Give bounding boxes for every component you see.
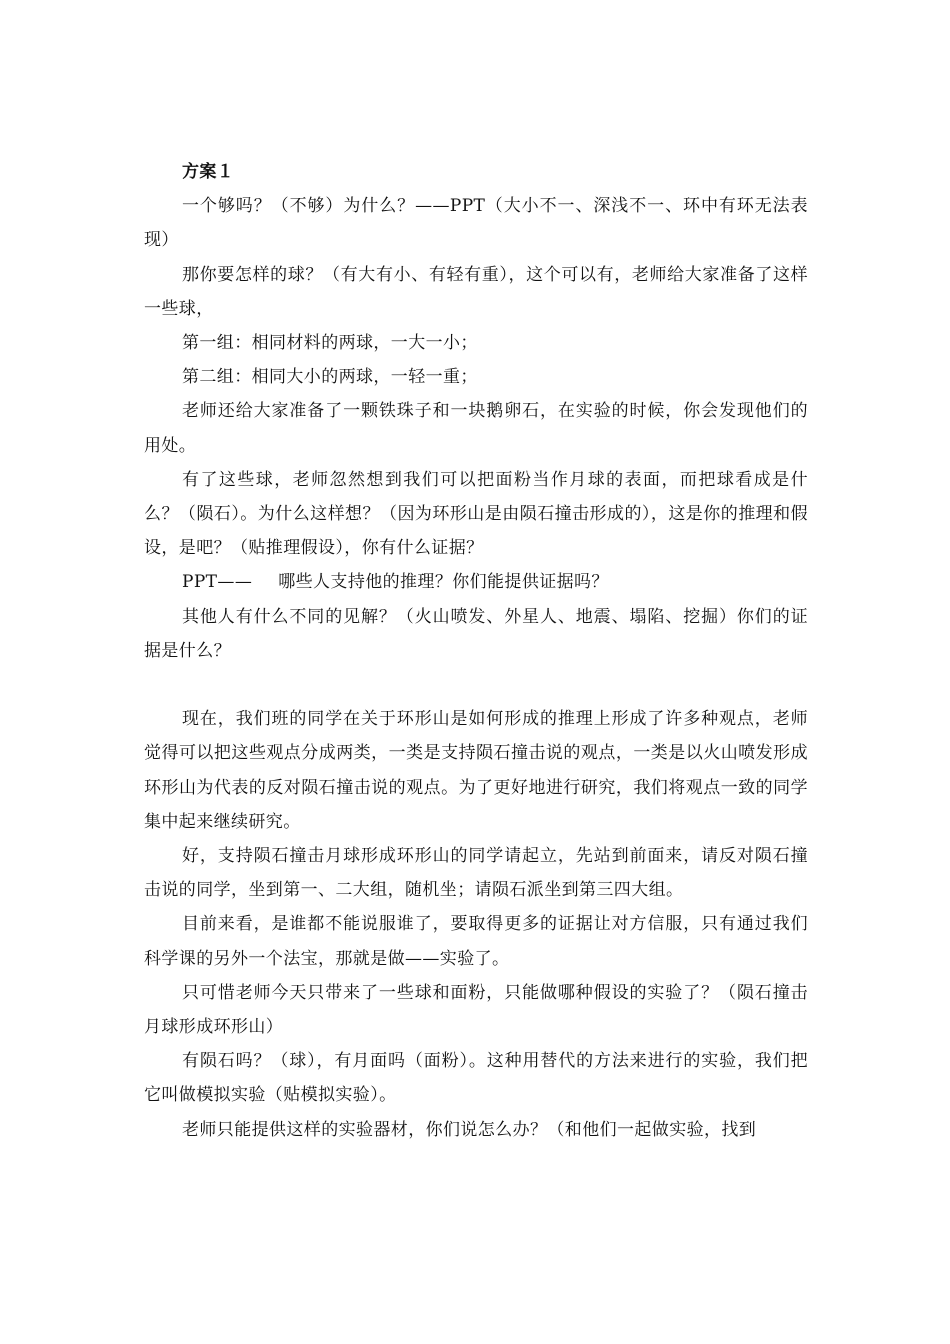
paragraph: 其他人有什么不同的见解？（火山喷发、外星人、地震、塌陷、挖掘）你们的证据是什么？	[144, 606, 808, 661]
paragraph: 只可惜老师今天只带来了一些球和面粉，只能做哪种假设的实验了？（陨石撞击月球形成环形山）	[144, 982, 808, 1038]
paragraph: 有陨石吗？（球），有月面吗（面粉）。这种用替代的方法来进行的实验，我们把它叫做模拟实验（贴模拟实验）。	[144, 1051, 808, 1106]
ppt-question: 哪些人支持他的推理？你们能提供证据吗？	[278, 572, 609, 593]
paragraph: 那你要怎样的球？（有大有小、有轻有重），这个可以有，老师给大家准备了这样一些球，	[144, 264, 808, 319]
paragraph: 老师还给大家准备了一颗铁珠子和一块鹅卵石，在实验的时候，你会发现他们的用处。	[144, 401, 808, 456]
ppt-lead: PPT——	[182, 572, 253, 593]
paragraph: 第一组：相同材料的两球，一大一小；	[182, 333, 478, 354]
section-title: 方案１	[182, 162, 235, 182]
document-body	[144, 155, 808, 1147]
ppt-paragraph	[144, 565, 808, 599]
paragraph: 老师只能提供这样的实验器材，你们说怎么办？（和他们一起做实验，找到	[182, 1119, 757, 1140]
paragraph: 一个够吗？（不够）为什么？——PPT（大小不一、深浅不一、环中有环无法表现）	[144, 196, 808, 251]
paragraph: 第二组：相同大小的两球，一轻一重；	[182, 367, 478, 388]
paragraph: 目前来看，是谁都不能说服谁了，要取得更多的证据让对方信服，只有通过我们科学课的另外一个法宝，那就是做——实验了。	[144, 914, 808, 969]
blank-line	[144, 668, 808, 702]
paragraph: 现在，我们班的同学在关于环形山是如何形成的推理上形成了许多种观点，老师觉得可以把这些观点分成两类，一类是支持陨石撞击说的观点，一类是以火山喷发形成环形山为代表的反对陨石撞击说的观点。为了更好地进行研究，我们将观点一致的同学集中起来继续研究。	[144, 709, 808, 832]
paragraph: 有了这些球，老师忽然想到我们可以把面粉当作月球的表面，而把球看成是什么？（陨石）。为什么这样想？（因为环形山是由陨石撞击形成的），这是你的推理和假设，是吧？（贴推理假设），你有什么证据？	[144, 469, 808, 559]
paragraph: 好，支持陨石撞击月球形成环形山的同学请起立，先站到前面来，请反对陨石撞击说的同学，坐到第一、二大组，随机坐；请陨石派坐到第三四大组。	[144, 846, 808, 901]
